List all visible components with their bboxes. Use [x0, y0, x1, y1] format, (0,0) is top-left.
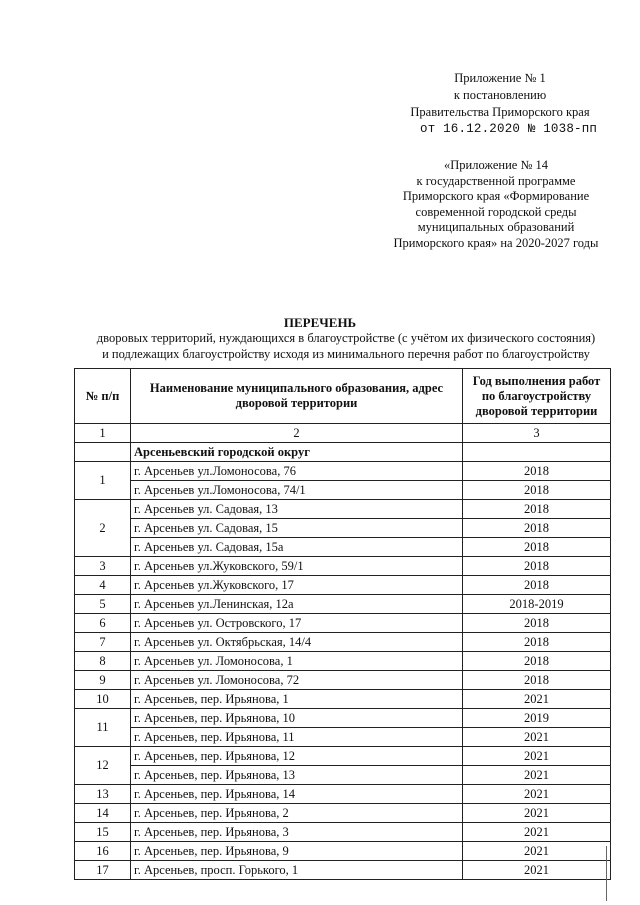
row-address: г. Арсеньев, пер. Ирьянова, 10: [131, 709, 463, 728]
appendix-1-government: Правительства Приморского края: [410, 105, 590, 119]
appendix-14-block: [392, 158, 600, 251]
row-address: г. Арсеньев ул.Ломоносова, 74/1: [131, 481, 463, 500]
row-address: г. Арсеньев ул. Ломоносова, 1: [131, 652, 463, 671]
table-header-row: [75, 369, 611, 424]
table-row: [75, 481, 611, 500]
row-address: г. Арсеньев ул. Ломоносова, 72: [131, 671, 463, 690]
table-row: [75, 747, 611, 766]
row-address: г. Арсеньев ул. Садовая, 15а: [131, 538, 463, 557]
table-row: [75, 823, 611, 842]
table-row: [75, 576, 611, 595]
row-number: 5: [75, 595, 131, 614]
row-address: г. Арсеньев, пер. Ирьянова, 1: [131, 690, 463, 709]
table-row: [75, 671, 611, 690]
table-row: [75, 842, 611, 861]
appendix-14-line-6: Приморского края» на 2020-2027 годы: [393, 235, 599, 250]
row-year: 2018: [463, 652, 611, 671]
row-address: г. Арсеньев ул.Жуковского, 17: [131, 576, 463, 595]
row-year: 2018: [463, 633, 611, 652]
row-address: г. Арсеньев ул. Октябрьская, 14/4: [131, 633, 463, 652]
row-address: г. Арсеньев ул.Ломоносова, 76: [131, 462, 463, 481]
row-address: г. Арсеньев, пер. Ирьянова, 11: [131, 728, 463, 747]
column-numbers-row: [75, 424, 611, 443]
header-year: Год выполнения работ по благоустройству дворовой территории: [463, 369, 611, 424]
row-year: 2018: [463, 538, 611, 557]
row-number: 1: [75, 462, 131, 500]
row-address: г. Арсеньев, пер. Ирьянова, 3: [131, 823, 463, 842]
row-year: 2018: [463, 500, 611, 519]
group-title-empty-year: [463, 443, 611, 462]
appendix-14-line-3: Приморского края «Формирование: [402, 189, 590, 203]
table-row: [75, 595, 611, 614]
appendix-1-resolution: к постановлению: [453, 88, 547, 102]
document-title: ПЕРЕЧЕНЬ: [283, 315, 357, 330]
header-number: № п/п: [75, 369, 131, 424]
row-year: 2021: [463, 690, 611, 709]
row-number: 17: [75, 861, 131, 880]
row-number: 8: [75, 652, 131, 671]
appendix-14-line-2: к государственной программе: [416, 173, 576, 188]
courtyard-list-table: [74, 368, 611, 880]
row-number: 12: [75, 747, 131, 785]
row-number: 16: [75, 842, 131, 861]
appendix-14-line-1: «Приложение № 14: [443, 158, 549, 172]
row-year: 2021: [463, 728, 611, 747]
subtitle-line-2: и подлежащих благоустройству исходя из минимального перечня работ по благоустройству: [102, 347, 590, 361]
row-number: 3: [75, 557, 131, 576]
column-number-1: 1: [75, 424, 131, 443]
row-year: 2018: [463, 462, 611, 481]
subtitle-line-1: дворовых территорий, нуждающихся в благоустройстве (с учётом их физического состояния): [96, 331, 596, 345]
table-row: [75, 804, 611, 823]
row-year: 2018: [463, 557, 611, 576]
table-row: [75, 500, 611, 519]
row-year: 2021: [463, 785, 611, 804]
table-row: [75, 614, 611, 633]
document-subtitle: [66, 330, 626, 362]
row-year: 2018-2019: [463, 595, 611, 614]
row-number: 6: [75, 614, 131, 633]
row-address: г. Арсеньев ул.Ленинская, 12а: [131, 595, 463, 614]
row-number: 14: [75, 804, 131, 823]
decree-date-number: от 16.12.2020 № 1038-пп: [420, 122, 598, 136]
row-year: 2021: [463, 823, 611, 842]
appendix-14-line-5: муниципальных образований: [417, 220, 575, 234]
row-year: 2021: [463, 766, 611, 785]
table-row: [75, 538, 611, 557]
table-row: [75, 652, 611, 671]
group-title-row: [75, 443, 611, 462]
row-year: 2019: [463, 709, 611, 728]
row-year: 2018: [463, 481, 611, 500]
table-row: [75, 557, 611, 576]
row-number: 13: [75, 785, 131, 804]
row-year: 2018: [463, 519, 611, 538]
group-title-empty: [75, 443, 131, 462]
table-row: [75, 690, 611, 709]
row-address: г. Арсеньев, пер. Ирьянова, 9: [131, 842, 463, 861]
scan-edge-mark: [606, 846, 607, 901]
row-address: г. Арсеньев, пер. Ирьянова, 13: [131, 766, 463, 785]
row-number: 10: [75, 690, 131, 709]
table-row: [75, 462, 611, 481]
column-number-3: 3: [463, 424, 611, 443]
column-number-2: 2: [131, 424, 463, 443]
row-address: г. Арсеньев ул. Садовая, 13: [131, 500, 463, 519]
table-row: [75, 861, 611, 880]
row-number: 9: [75, 671, 131, 690]
row-year: 2021: [463, 861, 611, 880]
header-address: Наименование муниципального образования, адрес дворовой территории: [131, 369, 463, 424]
table-body: [75, 424, 611, 880]
row-address: г. Арсеньев, пер. Ирьянова, 14: [131, 785, 463, 804]
row-year: 2018: [463, 671, 611, 690]
row-address: г. Арсеньев ул.Жуковского, 59/1: [131, 557, 463, 576]
row-year: 2021: [463, 747, 611, 766]
table-row: [75, 709, 611, 728]
row-address: г. Арсеньев, просп. Горького, 1: [131, 861, 463, 880]
group-title: Арсеньевский городской округ: [131, 443, 463, 462]
row-year: 2021: [463, 804, 611, 823]
row-number: 7: [75, 633, 131, 652]
table-row: [75, 728, 611, 747]
table-row: [75, 766, 611, 785]
row-year: 2018: [463, 576, 611, 595]
row-address: г. Арсеньев, пер. Ирьянова, 12: [131, 747, 463, 766]
table-row: [75, 633, 611, 652]
row-year: 2018: [463, 614, 611, 633]
appendix-1-title: Приложение № 1: [454, 71, 546, 85]
row-number: 15: [75, 823, 131, 842]
appendix-1-block: [400, 70, 600, 121]
appendix-14-line-4: современной городской среды: [415, 204, 577, 219]
table-row: [75, 519, 611, 538]
row-address: г. Арсеньев ул. Садовая, 15: [131, 519, 463, 538]
table-row: [75, 785, 611, 804]
row-number: 2: [75, 500, 131, 557]
row-year: 2021: [463, 842, 611, 861]
row-address: г. Арсеньев, пер. Ирьянова, 2: [131, 804, 463, 823]
row-address: г. Арсеньев ул. Островского, 17: [131, 614, 463, 633]
row-number: 11: [75, 709, 131, 747]
row-number: 4: [75, 576, 131, 595]
